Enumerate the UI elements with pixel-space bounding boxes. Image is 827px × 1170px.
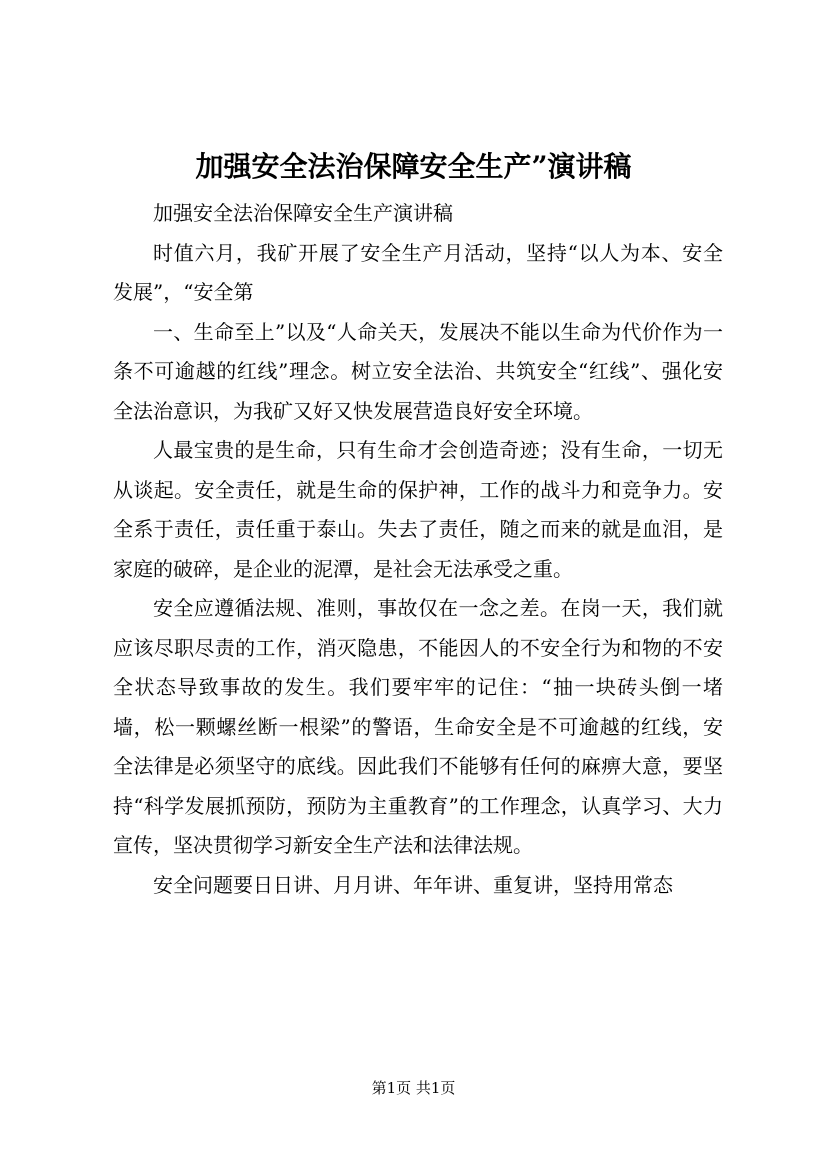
paragraph-continued: 安全问题要日日讲、月月讲、年年讲、重复讲，坚持用常态	[153, 872, 673, 897]
paragraph-subtitle: 加强安全法治保障安全生产演讲稿	[153, 201, 453, 225]
document-body	[113, 194, 723, 905]
page-footer: 第1页 共1页	[371, 1079, 456, 1097]
paragraph-regulations: 安全应遵循法规、准则，事故仅在一念之差。在岗一天，我们就应该尽职尽责的工作，消灭隐患，不能因人的不安全行为和物的不安全状态导致事故的发生。我们要牢牢的记住：“抽一块砖头倒一堵墙，松一颗螺丝断一根梁”的警语，生命安全是不可逾越的红线，安全法律是必须坚守的底线。因此我们不能够有任何的麻痹大意，要坚持“科学发展抓预防，预防为主重教育”的工作理念，认真学习、大力宣传，坚决贯彻学习新安全生产法和法律法规。	[113, 596, 723, 857]
paragraph-intro: 时值六月，我矿开展了安全生产月活动，坚持“以人为本、安全发展”，“安全第	[113, 240, 723, 304]
paragraph-principle: 一、生命至上”以及“人命关天，发展决不能以生命为代价作为一条不可逾越的红线”理念。树立安全法治、共筑安全“红线”、强化安全法治意识，为我矿又好又快发展营造良好安全环境。	[113, 319, 723, 423]
document-title: 加强安全法治保障安全生产”演讲稿	[195, 150, 632, 183]
paragraph-life: 人最宝贵的是生命，只有生命才会创造奇迹；没有生命，一切无从谈起。安全责任，就是生命的保护神，工作的战斗力和竞争力。安全系于责任，责任重于泰山。失去了责任，随之而来的就是血泪，是家庭的破碎，是企业的泥潭，是社会无法承受之重。	[113, 438, 723, 581]
